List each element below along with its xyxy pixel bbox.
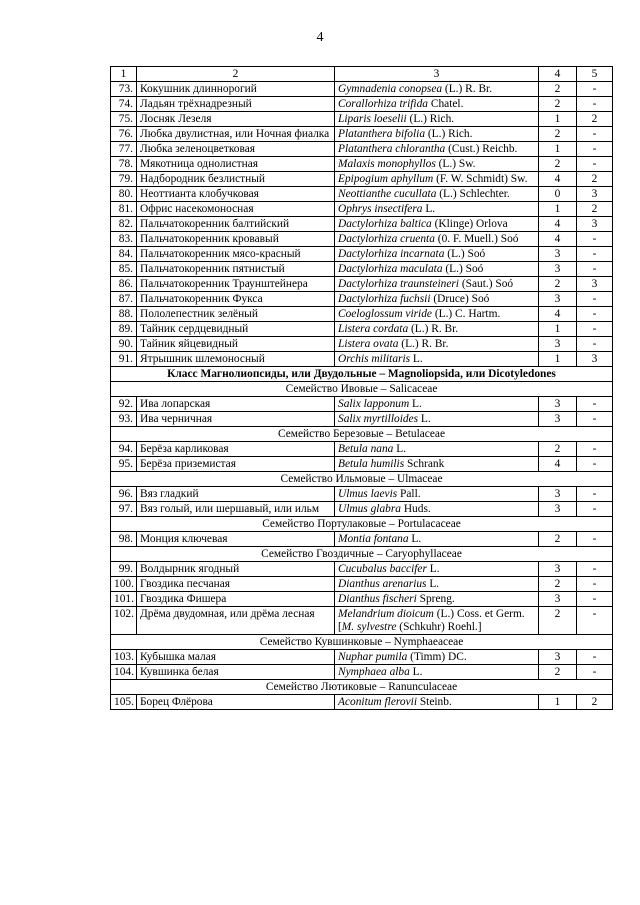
latin-name-cell: [335, 187, 539, 202]
category-col4: 3: [539, 247, 577, 262]
category-col4: 4: [539, 217, 577, 232]
latin-name-cell: [335, 397, 539, 412]
table-row: [111, 665, 613, 680]
row-number: 102.: [111, 607, 137, 635]
author-citation: (L.) Soó: [442, 263, 484, 275]
author-citation: (L.) Rich.: [406, 113, 455, 125]
latin-name-cell: [335, 532, 539, 547]
table-row: [111, 502, 613, 517]
row-number: 80.: [111, 187, 137, 202]
latin-name: Dactylorhiza incarnata: [338, 248, 445, 260]
category-col4: 3: [539, 592, 577, 607]
latin-name-cell: [335, 142, 539, 157]
row-number: 82.: [111, 217, 137, 232]
latin-name: Liparis loeselii: [338, 113, 407, 125]
row-number: 74.: [111, 97, 137, 112]
category-col5: -: [577, 532, 613, 547]
row-number: 75.: [111, 112, 137, 127]
latin-name: Platanthera chlorantha: [338, 143, 446, 155]
latin-name: Ulmus laevis: [338, 488, 398, 500]
category-col5: -: [577, 487, 613, 502]
category-col4: 2: [539, 82, 577, 97]
latin-name: Epipogium aphyllum: [338, 173, 434, 185]
row-number: 104.: [111, 665, 137, 680]
latin-name: Gymnadenia conopsea: [338, 83, 443, 95]
category-col5: -: [577, 82, 613, 97]
table-row: [111, 262, 613, 277]
table-row: [111, 142, 613, 157]
category-col4: 3: [539, 337, 577, 352]
latin-name-cell: [335, 112, 539, 127]
row-number: 97.: [111, 502, 137, 517]
latin-name: Ophrys insectifera: [338, 203, 423, 215]
author-citation: L.: [426, 563, 440, 575]
author-citation: L.: [409, 398, 422, 410]
latin-name-cell: [335, 502, 539, 517]
latin-name-cell: [335, 695, 539, 710]
author-citation: L.: [393, 443, 407, 455]
latin-name-cell: [335, 262, 539, 277]
row-number: 88.: [111, 307, 137, 322]
latin-name-cell: [335, 202, 539, 217]
table-row: [111, 442, 613, 457]
category-col4: 3: [539, 650, 577, 665]
category-col4: 1: [539, 322, 577, 337]
author-citation: Schrank: [404, 458, 445, 470]
species-table: [110, 66, 613, 710]
russian-name: Пальчатокоренник Фукса: [137, 292, 335, 307]
family-heading: Семейство Кувшинковые – Nymphaeaceae: [111, 635, 613, 650]
author-citation: (L.) Sw.: [435, 158, 476, 170]
category-col4: 2: [539, 97, 577, 112]
russian-name: Лосняк Лезеля: [137, 112, 335, 127]
latin-name-cell: [335, 337, 539, 352]
latin-name-cell: [335, 562, 539, 577]
table-row: [111, 292, 613, 307]
russian-name: Кубышка малая: [137, 650, 335, 665]
latin-name-cell: [335, 442, 539, 457]
latin-name: Nymphaea alba: [338, 666, 410, 678]
family-heading-row: [111, 547, 613, 562]
latin-name: Platanthera bifolia: [338, 128, 426, 140]
family-heading-row: [111, 680, 613, 695]
family-heading: Семейство Лютиковые – Ranunculaceae: [111, 680, 613, 695]
author-citation: (L.) C. Hartm.: [431, 308, 501, 320]
author-citation: (L.) Schlechter.: [436, 188, 510, 200]
latin-name: Listera ovata: [338, 338, 399, 350]
russian-name: Неоттианта клобучковая: [137, 187, 335, 202]
category-col5: 2: [577, 172, 613, 187]
author-citation: (Klinge) Orlova: [431, 218, 508, 230]
category-col5: 3: [577, 217, 613, 232]
author-citation: (Saut.) Soó: [458, 278, 514, 290]
latin-name-cell: [335, 322, 539, 337]
category-col5: 3: [577, 187, 613, 202]
author-citation: L.: [418, 413, 431, 425]
category-col5: 2: [577, 695, 613, 710]
row-number: 83.: [111, 232, 137, 247]
family-heading: Семейство Гвоздичные – Caryophyllaceae: [111, 547, 613, 562]
category-col4: 3: [539, 397, 577, 412]
table-row: [111, 457, 613, 472]
latin-name: Melandrium dioicum: [338, 608, 434, 620]
latin-name-cell: [335, 127, 539, 142]
category-col4: 3: [539, 487, 577, 502]
latin-name-cell: [335, 457, 539, 472]
category-col5: -: [577, 262, 613, 277]
latin-name: Dactylorhiza traunsteineri: [338, 278, 459, 290]
table-row: [111, 247, 613, 262]
table-row: [111, 202, 613, 217]
category-col5: -: [577, 607, 613, 635]
russian-name: Гвоздика Фишера: [137, 592, 335, 607]
table-row: [111, 607, 613, 635]
author-citation: Chatel.: [428, 98, 464, 110]
category-col5: -: [577, 157, 613, 172]
russian-name: Пальчатокоренник пятнистый: [137, 262, 335, 277]
latin-name-cell: [335, 217, 539, 232]
author-citation: Pall.: [397, 488, 421, 500]
category-col5: 3: [577, 352, 613, 367]
family-heading: Семейство Ивовые – Salicaceae: [111, 382, 613, 397]
category-col4: 2: [539, 277, 577, 292]
category-col4: 4: [539, 172, 577, 187]
latin-name: Betula nana: [338, 443, 394, 455]
row-number: 84.: [111, 247, 137, 262]
class-heading: Класс Магнолиопсиды, или Двудольные – Magnoliopsida, или Dicotyledones: [111, 367, 613, 382]
family-heading-row: [111, 635, 613, 650]
family-heading: Семейство Березовые – Betulaceae: [111, 427, 613, 442]
latin-name: Listera cordata: [338, 323, 409, 335]
category-col4: 2: [539, 442, 577, 457]
row-number: 99.: [111, 562, 137, 577]
category-col5: 2: [577, 112, 613, 127]
family-heading-row: [111, 427, 613, 442]
category-col5: -: [577, 232, 613, 247]
russian-name: Офрис насекомоносная: [137, 202, 335, 217]
latin-name-cell: [335, 277, 539, 292]
row-number: 100.: [111, 577, 137, 592]
row-number: 86.: [111, 277, 137, 292]
table-row: [111, 112, 613, 127]
author-citation: (L.) Coss. et Germ. [: [338, 608, 525, 633]
latin-name-cell: [335, 82, 539, 97]
russian-name: Монция ключевая: [137, 532, 335, 547]
author-citation: L.: [426, 578, 440, 590]
category-col5: -: [577, 337, 613, 352]
russian-name: Пальчатокоренник Траунштейнера: [137, 277, 335, 292]
russian-name: Волдырник ягодный: [137, 562, 335, 577]
latin-name: Dactylorhiza maculata: [338, 263, 443, 275]
author-citation: (L.) R. Br.: [442, 83, 493, 95]
table-row: [111, 232, 613, 247]
russian-name: Тайник сердцевидный: [137, 322, 335, 337]
table-row: [111, 337, 613, 352]
russian-name: Гвоздика песчаная: [137, 577, 335, 592]
column-header: 5: [577, 67, 613, 82]
russian-name: Вяз голый, или шершавый, или ильм: [137, 502, 335, 517]
author-citation: Huds.: [400, 503, 431, 515]
category-col5: -: [577, 307, 613, 322]
latin-name: Cucubalus baccifer: [338, 563, 427, 575]
latin-name: Dactylorhiza cruenta: [338, 233, 435, 245]
latin-name: Salix myrtilloides: [338, 413, 419, 425]
category-col5: 2: [577, 202, 613, 217]
table-row: [111, 397, 613, 412]
table-row: [111, 187, 613, 202]
russian-name: Борец Флёрова: [137, 695, 335, 710]
author-citation: (Druce) Soó: [430, 293, 490, 305]
table-header-row: [111, 67, 613, 82]
category-col5: -: [577, 562, 613, 577]
row-number: 81.: [111, 202, 137, 217]
row-number: 91.: [111, 352, 137, 367]
russian-name: Вяз гладкий: [137, 487, 335, 502]
russian-name: Тайник яйцевидный: [137, 337, 335, 352]
russian-name: Кувшинка белая: [137, 665, 335, 680]
category-col5: -: [577, 397, 613, 412]
table-row: [111, 172, 613, 187]
row-number: 76.: [111, 127, 137, 142]
russian-name: Ива черничная: [137, 412, 335, 427]
column-header: 1: [111, 67, 137, 82]
table-row: [111, 487, 613, 502]
category-col4: 1: [539, 202, 577, 217]
table-row: [111, 592, 613, 607]
latin-name: Nuphar pumila: [338, 651, 408, 663]
category-col5: 3: [577, 277, 613, 292]
author-citation: L.: [409, 666, 423, 678]
category-col4: 4: [539, 457, 577, 472]
table-row: [111, 562, 613, 577]
russian-name: Ятрышник шлемоносный: [137, 352, 335, 367]
table-row: [111, 97, 613, 112]
row-number: 95.: [111, 457, 137, 472]
table-row: [111, 277, 613, 292]
russian-name: Ладьян трёхнадрезный: [137, 97, 335, 112]
category-col5: -: [577, 292, 613, 307]
family-heading-row: [111, 382, 613, 397]
row-number: 98.: [111, 532, 137, 547]
author-citation: (0. F. Muell.) Soó: [434, 233, 519, 245]
column-header: 4: [539, 67, 577, 82]
latin-name: Corallorhiza trifida: [338, 98, 428, 110]
latin-name: Betula humilis: [338, 458, 405, 470]
russian-name: Берёза приземистая: [137, 457, 335, 472]
category-col4: 0: [539, 187, 577, 202]
category-col5: -: [577, 97, 613, 112]
category-col4: 2: [539, 127, 577, 142]
row-number: 94.: [111, 442, 137, 457]
table-row: [111, 307, 613, 322]
table-row: [111, 650, 613, 665]
russian-name: Пололепестник зелёный: [137, 307, 335, 322]
latin-name-cell: [335, 665, 539, 680]
latin-name: Aconitum flerovii: [338, 696, 417, 708]
author-citation: L.: [408, 533, 422, 545]
row-number: 101.: [111, 592, 137, 607]
russian-name: Мякотница однолистная: [137, 157, 335, 172]
author-citation: (Cust.) Reichb.: [445, 143, 518, 155]
category-col4: 3: [539, 262, 577, 277]
class-heading-row: [111, 367, 613, 382]
row-number: 78.: [111, 157, 137, 172]
latin-name-cell: [335, 650, 539, 665]
table-row: [111, 695, 613, 710]
column-header: 2: [137, 67, 335, 82]
author-citation: L.: [410, 353, 423, 365]
table-row: [111, 82, 613, 97]
category-col4: 2: [539, 665, 577, 680]
latin-name-cell: [335, 307, 539, 322]
category-col4: 1: [539, 112, 577, 127]
latin-name: Dianthus arenarius: [338, 578, 427, 590]
russian-name: Кокушник длиннорогий: [137, 82, 335, 97]
table-row: [111, 412, 613, 427]
latin-name: Neottianthe cucullata: [338, 188, 437, 200]
latin-name-cell: [335, 247, 539, 262]
latin-name-cell: [335, 487, 539, 502]
category-col4: 2: [539, 607, 577, 635]
latin-name: Orchis militaris: [338, 353, 411, 365]
category-col4: 2: [539, 157, 577, 172]
category-col4: 2: [539, 532, 577, 547]
latin-name-cell: [335, 157, 539, 172]
author-citation: (Timm) DC.: [407, 651, 467, 663]
page-number: 4: [316, 30, 324, 45]
category-col5: -: [577, 127, 613, 142]
category-col5: -: [577, 442, 613, 457]
latin-name-cell: [335, 352, 539, 367]
row-number: 89.: [111, 322, 137, 337]
author-citation: (L.) R. Br.: [398, 338, 449, 350]
category-col5: -: [577, 322, 613, 337]
russian-name: Пальчатокоренник балтийский: [137, 217, 335, 232]
category-col4: 3: [539, 562, 577, 577]
latin-name-cell: [335, 292, 539, 307]
latin-name: Salix lapponum: [338, 398, 410, 410]
author-citation: (F. W. Schmidt) Sw.: [433, 173, 528, 185]
latin-name-cell: [335, 412, 539, 427]
author-citation: Spreng.: [416, 593, 455, 605]
family-heading-row: [111, 517, 613, 532]
category-col4: 3: [539, 292, 577, 307]
russian-name: Пальчатокоренник мясо-красный: [137, 247, 335, 262]
russian-name: Любка двулистная, или Ночная фиалка: [137, 127, 335, 142]
latin-name: Dactylorhiza baltica: [338, 218, 432, 230]
category-col5: -: [577, 592, 613, 607]
family-heading-row: [111, 472, 613, 487]
russian-name: Дрёма двудомная, или дрёма лесная: [137, 607, 335, 635]
category-col4: 1: [539, 695, 577, 710]
row-number: 103.: [111, 650, 137, 665]
row-number: 105.: [111, 695, 137, 710]
russian-name: Любка зеленоцветковая: [137, 142, 335, 157]
synonym-latin-name: M. sylvestre: [341, 621, 397, 633]
russian-name: Берёза карликовая: [137, 442, 335, 457]
latin-name-cell: [335, 97, 539, 112]
russian-name: Ива лопарская: [137, 397, 335, 412]
russian-name: Пальчатокоренник кровавый: [137, 232, 335, 247]
author-citation: Steinb.: [416, 696, 452, 708]
category-col5: -: [577, 457, 613, 472]
category-col4: 4: [539, 307, 577, 322]
category-col4: 2: [539, 577, 577, 592]
latin-name: Ulmus glabra: [338, 503, 401, 515]
row-number: 73.: [111, 82, 137, 97]
row-number: 92.: [111, 397, 137, 412]
column-header: 3: [335, 67, 539, 82]
latin-name-cell: [335, 607, 539, 635]
author-citation: (L.) R. Br.: [408, 323, 459, 335]
table-row: [111, 352, 613, 367]
row-number: 87.: [111, 292, 137, 307]
latin-name: Dactylorhiza fuchsii: [338, 293, 431, 305]
category-col4: 3: [539, 412, 577, 427]
russian-name: Надбородник безлистный: [137, 172, 335, 187]
latin-name: Malaxis monophyllos: [338, 158, 436, 170]
category-col5: -: [577, 577, 613, 592]
family-heading: Семейство Портулаковые – Portulacaceae: [111, 517, 613, 532]
category-col4: 1: [539, 142, 577, 157]
latin-name: Coeloglossum viride: [338, 308, 432, 320]
table-row: [111, 127, 613, 142]
category-col5: -: [577, 142, 613, 157]
category-col5: -: [577, 247, 613, 262]
latin-name: Montia fontana: [338, 533, 409, 545]
category-col5: -: [577, 665, 613, 680]
synonym-author: (Schkuhr) Roehl.]: [396, 621, 482, 633]
row-number: 79.: [111, 172, 137, 187]
table-row: [111, 157, 613, 172]
latin-name-cell: [335, 592, 539, 607]
table-row: [111, 532, 613, 547]
author-citation: L.: [422, 203, 436, 215]
category-col5: -: [577, 412, 613, 427]
author-citation: (L.) Rich.: [425, 128, 473, 140]
latin-name: Dianthus fischeri: [338, 593, 417, 605]
category-col4: 1: [539, 352, 577, 367]
category-col4: 3: [539, 502, 577, 517]
author-citation: (L.) Soó: [444, 248, 486, 260]
row-number: 96.: [111, 487, 137, 502]
table-row: [111, 217, 613, 232]
table-row: [111, 322, 613, 337]
latin-name-cell: [335, 232, 539, 247]
family-heading: Семейство Ильмовые – Ulmaceae: [111, 472, 613, 487]
row-number: 90.: [111, 337, 137, 352]
row-number: 93.: [111, 412, 137, 427]
latin-name-cell: [335, 577, 539, 592]
category-col4: 4: [539, 232, 577, 247]
category-col5: -: [577, 502, 613, 517]
table-body: [111, 82, 613, 710]
row-number: 85.: [111, 262, 137, 277]
row-number: 77.: [111, 142, 137, 157]
table-row: [111, 577, 613, 592]
category-col5: -: [577, 650, 613, 665]
latin-name-cell: [335, 172, 539, 187]
